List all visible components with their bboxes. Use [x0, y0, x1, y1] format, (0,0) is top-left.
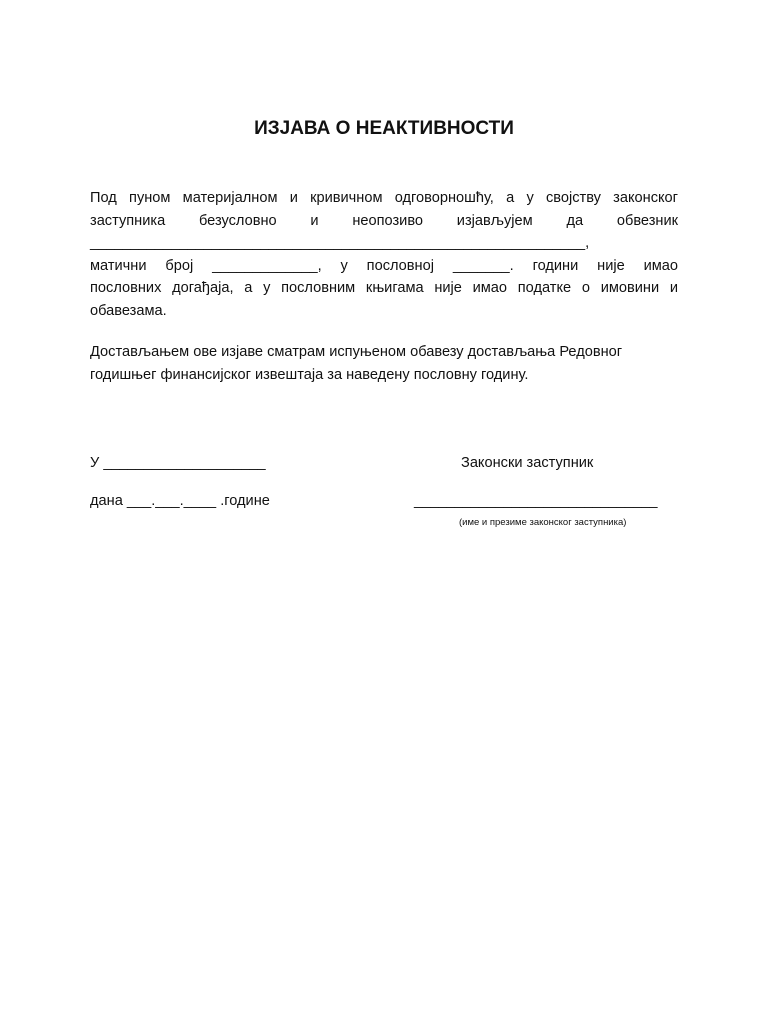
paragraph-line: заступника безусловно и неопозиво изјављујем да обвезник: [90, 212, 678, 229]
paragraph-line: годишњег финансијског извештаја за наведену пословну годину.: [90, 366, 529, 383]
statement-paragraph: [90, 187, 678, 322]
signature-caption: (име и презиме законског заступника): [459, 517, 627, 528]
representative-label: Законски заступник: [461, 455, 594, 471]
document-title: ИЗЈАВА О НЕАКТИВНОСТИ: [254, 118, 514, 139]
paragraph-line: Под пуном материјалном и кривичном одговорношћу, а у својству законског: [90, 190, 678, 206]
paragraph-line: пословних догађаја, а у пословним књигама није имао податке о имовини и: [90, 280, 678, 296]
obligation-paragraph: [90, 341, 678, 386]
paragraph-line: Достављањем ове изјаве сматрам испуњеном обавезу достављања Редовног: [90, 344, 623, 360]
date-line: дана ___.___.____ .године: [90, 493, 270, 509]
place-line: У ____________________: [90, 455, 266, 471]
taxpayer-blank-line: _____________________________________________________________,: [90, 235, 590, 251]
signature-line: ______________________________: [414, 493, 658, 509]
paragraph-line: матични број _____________, у пословној _______. години није имао: [90, 257, 678, 274]
paragraph-line: обавезама.: [90, 302, 167, 319]
